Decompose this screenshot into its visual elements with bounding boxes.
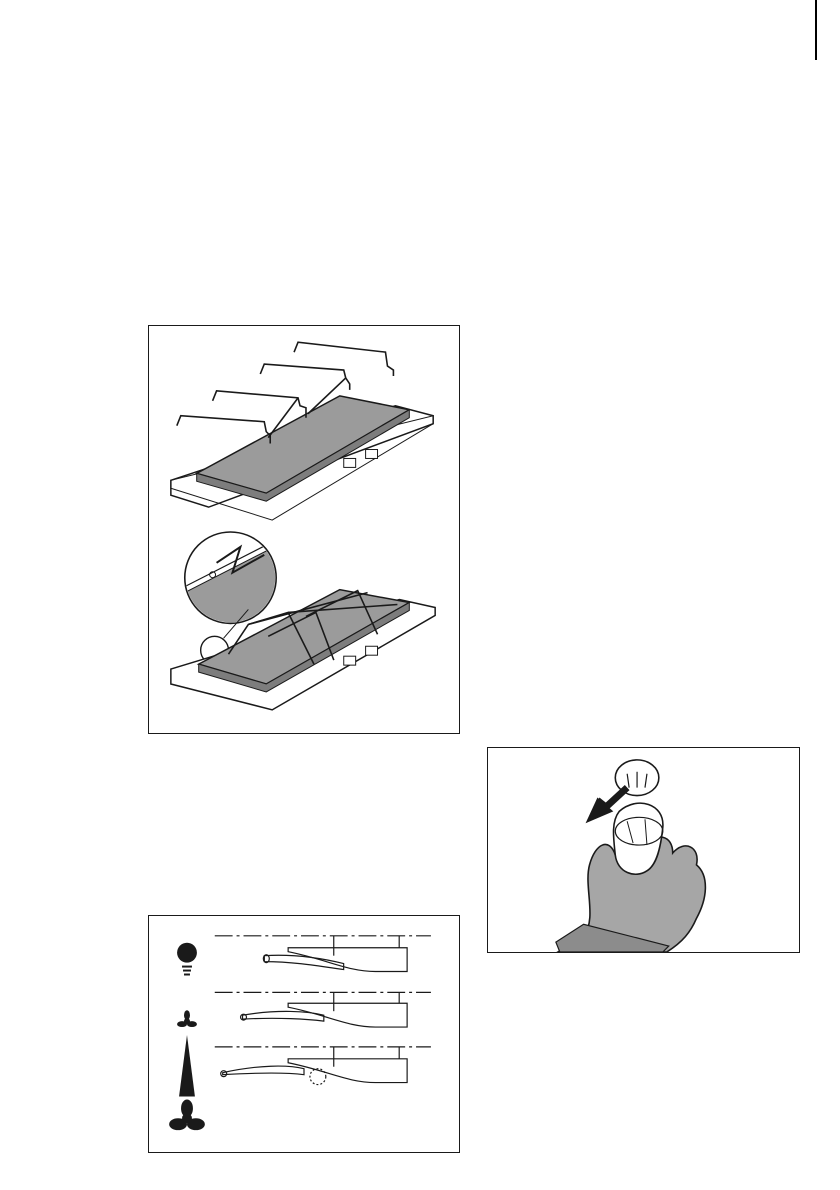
- light-bulb-icon: [177, 943, 197, 976]
- filter-installation-figure: [148, 325, 460, 734]
- upper-tray-icon: [171, 396, 433, 520]
- bulb-replacement-figure: [487, 747, 800, 953]
- lever-positions-figure: [148, 915, 460, 1153]
- lever-row-light: [215, 936, 431, 972]
- lever-positions-illustration: [149, 916, 459, 1152]
- filter-installation-illustration: [149, 326, 459, 733]
- lever-row-speed-1: [215, 992, 431, 1027]
- page-edge-mark: [815, 0, 817, 60]
- speed-wedge-icon: [179, 1035, 195, 1096]
- lever-row-speed-3: [215, 1047, 431, 1085]
- fan-small-icon: [177, 1010, 197, 1027]
- fan-large-icon: [169, 1099, 205, 1130]
- bulb-replacement-illustration: [488, 748, 799, 952]
